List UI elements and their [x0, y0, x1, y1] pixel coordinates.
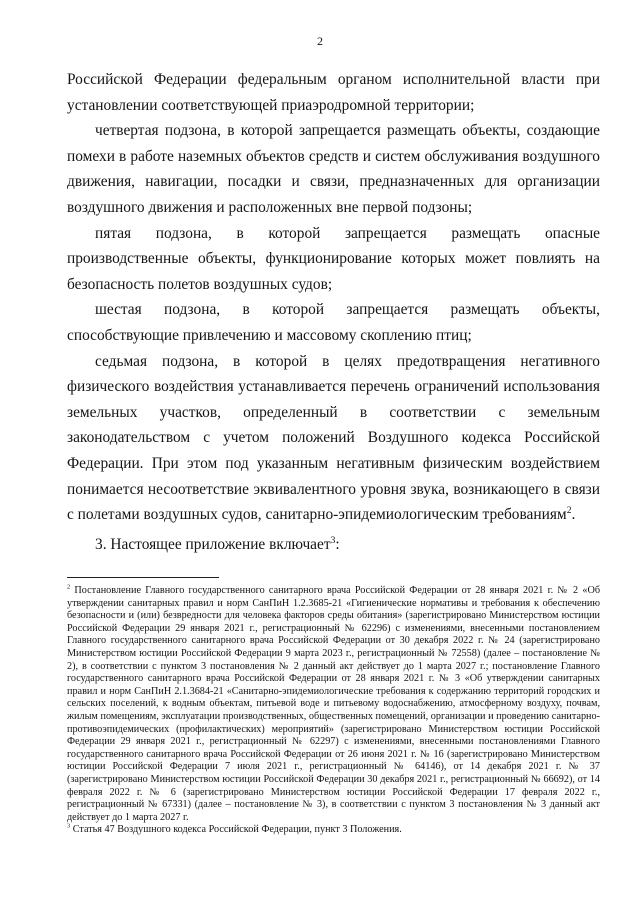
paragraph-subzone-7: седьмая подзона, в которой в целях предотвращения негативного физического воздействия устанавливается перечень ограничений использования земельных участков, определенный в соответствии с земельным законодательством с учетом положений Воздушного кодекса Российской Федерации. При этом под указанным негативным физическим воздействием понимается несоответствие эквивалентного уровня звука, возникающего в связи с полетами воздушных судов, санитарно-эпидемиологическим требованиям$^2$.	[67, 352, 600, 524]
footnote-ref-2[interactable]: 2	[566, 504, 572, 516]
paragraph-text: четвертая подзона, в которой запрещается размещать объекты, создающие помехи в работе наземных объектов средств и систем обслуживания воздушного движения, навигации, посадки и связи, предназначенных для организации воздушного движения и расположенных вне первой подзоны;	[67, 122, 600, 216]
paragraph-text: пятая подзона, в которой запрещается размещать опасные производственные объекты, функционирование которых может повлиять на безопасность полетов воздушных судов;	[67, 224, 600, 293]
page-number: 2	[317, 34, 323, 48]
paragraph-item-3: 3. Настоящее приложение включает$^3$:	[95, 534, 340, 553]
paragraph-continuation	[67, 67, 600, 118]
footnote-text: Постановление Главного государственного санитарного врача Российской Федерации от 28 января 2021 г. № 2 «Об утверждении санитарных правил и норм СанПиН 1.2.3685-21 «Гигиенические нормативы и требования к обеспечению безопасности и (или) безвредности для человека факторов среды обитания» (зарегистрировано Министерством юстиции Российской Федерации 29 января 2021 г., регистрационный № 62296) с изменениями, внесенными постановлением Главного государственного санитарного врача Российской Федерации от 30 декабря 2022 г. № 24 (зарегистрировано Министерством юстиции Российской Федерации 9 марта 2023 г., регистрационный № 72558) (далее – постановление № 2), в соответствии с пунктом 3 постановления № 2 данный акт действует до 1 марта 2027 г.; постановление Главного государственного санитарного врача Российской Федерации от 28 января 2021 г. № 3 «Об утверждении санитарных правил и норм СанПиН 2.1.3684-21 «Санитарно-эпидемиологические требования к содержанию территорий городских и сельских поселений, к водным объектам, питьевой воде и питьевому водоснабжению, атмосферному воздуху, почвам, жилым помещениям, эксплуатации производственных, общественных помещений, организации и проведению санитарно-противоэпидемических (профилактических) мероприятий» (зарегистрировано Министерством юстиции Российской Федерации 29 января 2021 г., регистрационный № 62297) с изменениями, внесенными постановлениями Главного государственного санитарного врача Российской Федерации от 26 июня 2021 г. № 16 (зарегистрировано Министерством юстиции Российской Федерации 7 июля 2021 г., регистрационный № 64146), от 14 декабря 2021 г. № 37 (зарегистрировано Министерством юстиции Российской Федерации 30 декабря 2021 г., регистрационный № 66692), от 14 февраля 2022 г. № 6 (зарегистрировано Министерством юстиции Российской Федерации 17 февраля 2022 г., регистрационный № 67331) (далее – постановление № 3), в соответствии с пунктом 3 постановления № 3 данный акт действует до 1 марта 2027 г.	[67, 585, 600, 823]
paragraph-subzone-4	[67, 118, 600, 220]
paragraph-subzone-5	[67, 221, 600, 298]
footnote-mark: 3	[67, 822, 71, 830]
footnote-divider	[67, 577, 219, 578]
paragraph-text: шестая подзона, в которой запрещается размещать объекты, способствующие привлечению и массовому скоплению птиц;	[67, 301, 600, 344]
paragraph-text: седьмая подзона, в которой в целях предотвращения негативного физического воздействия устанавливается перечень ограничений использования земельных участков, определенный в соответствии с земельным законодательством с учетом положений Воздушного кодекса Российской Федерации. При этом под указанным негативным физическим воздействием понимается несоответствие эквивалентного уровня звука, возникающего в связи с полетами воздушных судов, санитарно-эпидемиологическим требованиям	[67, 352, 600, 524]
paragraph-text: Российской Федерации федеральным органом исполнительной власти при установлении соответствующей приаэродромной территории;	[67, 71, 600, 114]
footnote-ref-3[interactable]: 3	[330, 534, 336, 546]
body-text	[67, 67, 600, 557]
footnote-mark: 2	[67, 583, 71, 591]
footnote-3	[67, 824, 600, 837]
paragraph-subzone-6	[67, 297, 600, 348]
footnote-2	[67, 585, 600, 824]
footnote-text: Статья 47 Воздушного кодекса Российской Федерации, пункт 3 Положения.	[72, 824, 402, 836]
footnotes	[67, 585, 600, 837]
paragraph-text: 3. Настоящее приложение включает	[95, 535, 331, 553]
